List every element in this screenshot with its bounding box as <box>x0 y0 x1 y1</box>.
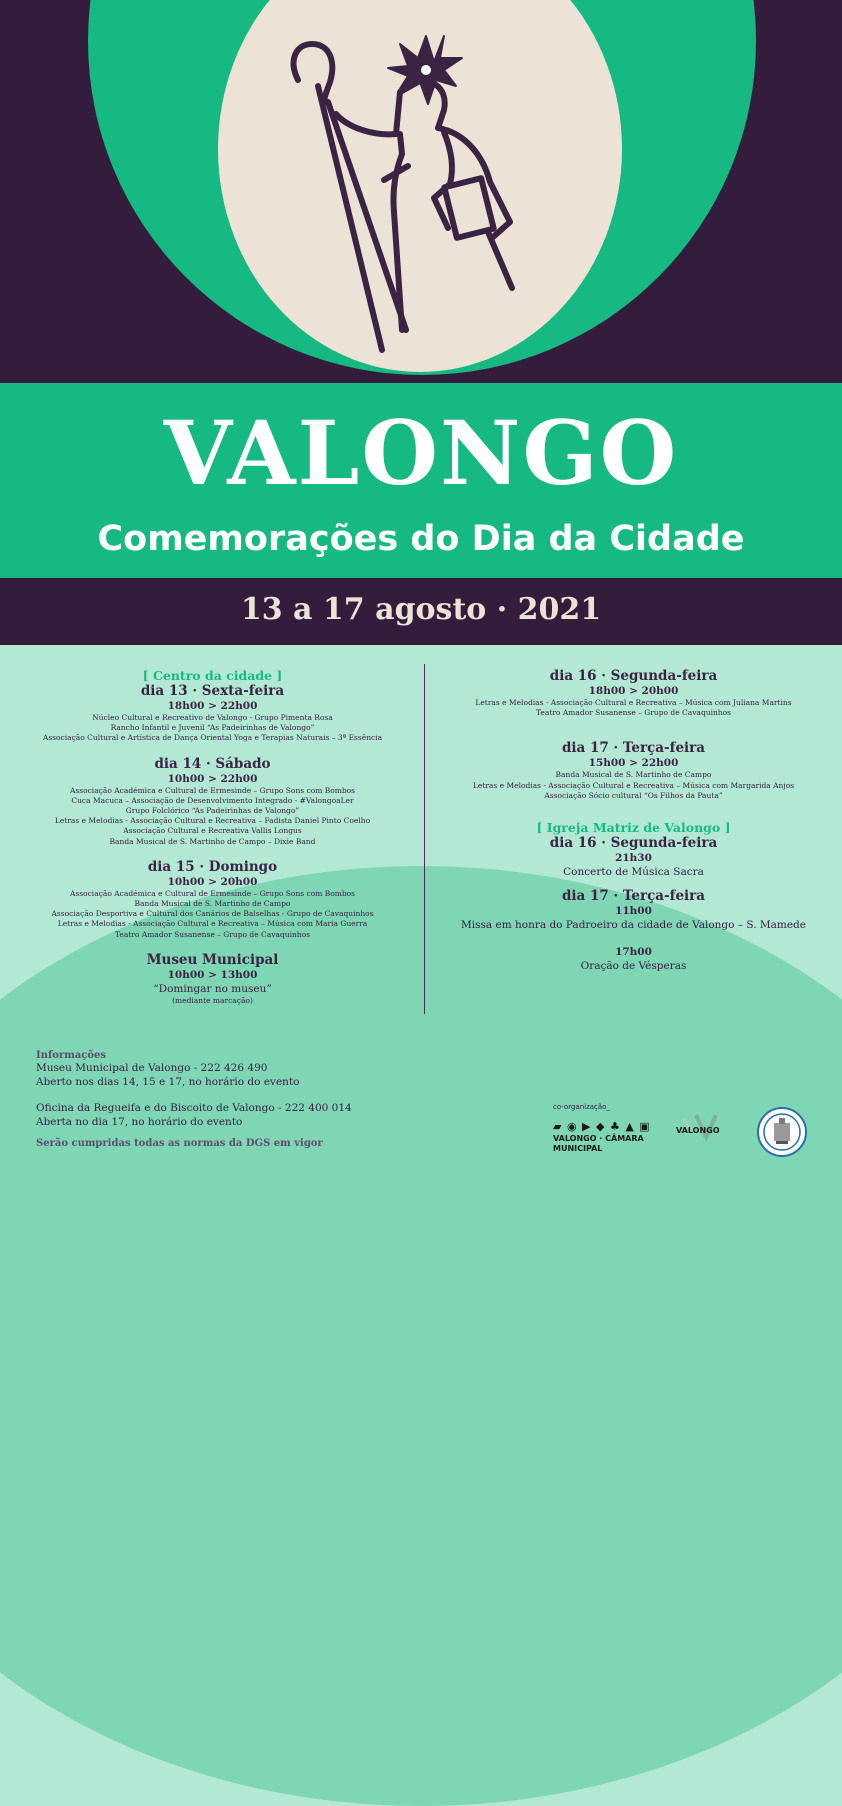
church-day-16-title: dia 16 · Segunda-feira <box>549 835 718 852</box>
list-item: Teatro Amador Susanense – Grupo de Cavaquinhos <box>535 708 731 718</box>
valongo-logo <box>676 1113 746 1149</box>
day-16-title: dia 16 · Segunda-feira <box>549 668 718 684</box>
day-14-title: dia 14 · Sábado <box>154 755 271 772</box>
info-line: Oficina da Regueifa e do Biscoito de Valongo - 222 400 014 <box>36 1102 352 1114</box>
parish-seal-icon <box>757 1107 807 1157</box>
camara-municipal-logo <box>553 1120 658 1153</box>
list-item: Associação Académica e Cultural de Ermesinde – Grupo Sons com Bombos <box>69 888 356 898</box>
event-dates: 13 a 17 agosto · 2021 <box>240 592 602 627</box>
info-line: Aberto nos dias 14, 15 e 17, no horário do evento <box>36 1075 300 1088</box>
list-item: Banda Musical de S. Martinho de Campo – Dixie Band <box>109 836 316 846</box>
day-17-time: 15h00 > 22h00 <box>588 757 679 770</box>
museum-time: 10h00 > 13h00 <box>167 968 258 981</box>
museum-event: “Domingar no museu” <box>153 982 272 995</box>
day-16-time: 18h00 > 20h00 <box>588 685 679 697</box>
list-item: Letras e Melodias - Associação Cultural e Recreativa – Música com Juliana Martins <box>475 698 792 707</box>
saint-figure-illustration <box>284 32 524 362</box>
info-line: Aberta no dia 17, no horário do evento <box>36 1115 243 1128</box>
day-13-time: 18h00 > 22h00 <box>167 700 258 712</box>
day-17-title: dia 17 · Terça-feira <box>561 740 706 757</box>
list-item: Associação Desportiva e Cultural dos Canários de Balselhas - Grupo de Cavaquinhos <box>51 909 374 919</box>
left-column <box>0 668 425 1006</box>
list-item: Letras e Melodias - Associação Cultural e Recreativa – Música com Margarida Anjos <box>472 780 795 790</box>
list-item: Associação Académica e Cultural de Ermesinde – Grupo Sons com Bombos <box>69 785 356 795</box>
seal-emblem-icon <box>759 1109 805 1155</box>
church-day-16-event: Concerto de Música Sacra <box>563 866 704 879</box>
list-item: Rancho Infantil e Juvenil “As Padeirinhas de Valongo” <box>110 723 315 733</box>
church-day-17-event-a: Missa em honra do Padroeiro da cidade de Valongo – S. Mamede <box>461 919 806 932</box>
main-title: VALONGO <box>163 401 679 505</box>
list-item: Associação Cultural e Recreativa Vallis Longus <box>123 826 302 836</box>
valongo-logo-word: VALONGO <box>676 1126 720 1135</box>
list-item: Grupo Folclórico “As Padeirinhas de Valongo” <box>125 806 300 816</box>
section-centro-cidade: [ Centro da cidade ] <box>142 668 283 683</box>
top-band <box>0 0 842 383</box>
list-item: Letras e Melodias - Associação Cultural e Recreativa – Música com Maria Guerra <box>57 919 368 929</box>
right-column <box>425 668 842 973</box>
dgs-warning: Serão cumpridas todas as normas da DGS em vigor <box>36 1138 323 1149</box>
list-item: Núcleo Cultural e Recreativo de Valongo - Grupo Pimenta Rosa <box>92 713 333 722</box>
day-14-time: 10h00 > 22h00 <box>167 772 258 785</box>
info-heading: Informações <box>36 1050 106 1061</box>
church-day-17-title: dia 17 · Terça-feira <box>561 888 706 905</box>
section-igreja-matriz: [ Igreja Matriz de Valongo ] <box>536 820 731 836</box>
list-item: Associação Cultural e Artística de Dança Oriental Yoga e Terapias Naturais – 3ª Essência <box>42 733 383 743</box>
list-item: Associação Sócio cultural “Os Filhos da Pauta” <box>544 790 723 800</box>
coorganization-label: co-organização_ <box>553 1103 610 1111</box>
church-day-17-time-a: 11h00 <box>615 905 652 918</box>
church-day-17-time-b: 17h00 <box>615 946 652 959</box>
camara-municipal-wordmark: VALONGO · CÂMARA MUNICIPAL <box>553 1134 644 1153</box>
list-item: Letras e Melodias - Associação Cultural e Recreativa – Fadista Daniel Pinto Coelho <box>54 816 371 826</box>
church-day-16-time: 21h30 <box>615 852 652 865</box>
logo-pictograms-icon: ▰ ◉ ▶ ◆ ♣ ▲ ▣ <box>553 1120 651 1133</box>
list-item: Cuca Macuca – Associação de Desenvolvimento Integrado - #ValongoaLer <box>71 795 354 805</box>
day-15-time: 10h00 > 20h00 <box>167 875 258 888</box>
info-block <box>36 1049 456 1150</box>
day-15-title: dia 15 · Domingo <box>147 858 278 875</box>
museum-note: (mediante marcação) <box>172 995 253 1005</box>
museum-title: Museu Municipal <box>146 951 279 968</box>
list-item: Teatro Amador Susanense – Grupo de Cavaquinhos <box>114 929 310 939</box>
subtitle: Comemorações do Dia da Cidade <box>97 519 745 559</box>
list-item: Banda Musical de S. Martinho de Campo <box>134 899 291 909</box>
church-day-17-event-b: Oração de Vésperas <box>580 960 687 973</box>
day-13-title: dia 13 · Sexta-feira <box>140 683 285 699</box>
background-arc-decoration <box>0 866 842 1806</box>
list-item: Banda Musical de S. Martinho de Campo <box>555 770 712 780</box>
info-line: Museu Municipal de Valongo - 222 426 490 <box>36 1062 268 1074</box>
